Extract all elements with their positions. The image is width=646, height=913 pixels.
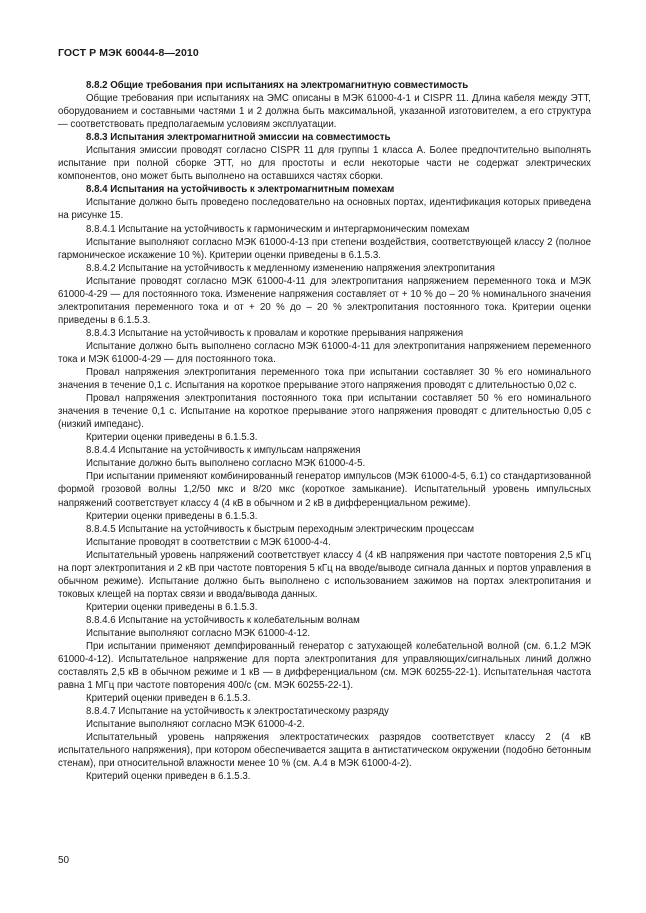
paragraph: 8.8.4.2 Испытание на устойчивость к медленному изменению напряжения электропитания	[86, 262, 495, 274]
paragraph: Испытательный уровень напряжений соответствует классу 4 (4 кВ напряжения при частоте повторения 2,5 кГц на порт электропитания и 2 кВ при частоте повторения 5 кГц на вводе/выводе сигнала данных и портов управления в обычном режиме). Испытание должно быть выполнено с использованием зажимов на портах электропитания и токовых клещей на портах связи и ввода/вывода данных.	[58, 549, 591, 600]
page-number: 50	[58, 855, 70, 866]
paragraph: Испытание должно быть выполнено согласно МЭК 61000-4-11 для электропитания напряжением переменного тока и МЭК 61000-4-29 — для постоянного тока.	[58, 340, 591, 365]
paragraph: Испытание выполняют согласно МЭК 61000-4-12.	[86, 627, 311, 639]
paragraph: 8.8.4.3 Испытание на устойчивость к провалам и короткие прерывания напряжения	[86, 327, 464, 339]
paragraph: Испытательный уровень напряжения электростатических разрядов соответствует классу 2 (4 кВ испытательного напряжения), при котором обеспечивается защита в антистатическом окружении (подобно бетонным стенам), при относительной влажности менее 10 % (см. А.4 в МЭК 61000-4-2).	[58, 732, 591, 770]
document-body	[58, 79, 591, 784]
paragraph: Испытание проводят согласно МЭК 61000-4-11 для электропитания напряжением переменного тока и МЭК 61000-4-29 — для постоянного тока. Изменение напряжения составляет от + 10 % до – 20 % номинального значения электропитания переменного тока и от + 20 % до – 20 % электропитания постоянного тока. Критерии оценки приведены в 6.1.5.3.	[58, 275, 591, 326]
paragraph: 8.8.4.5 Испытание на устойчивость к быстрым переходным электрическим процессам	[86, 523, 474, 535]
paragraph: Провал напряжения электропитания постоянного тока при испытании составляет 50 % его номинального значения в течение 0,1 с. Испытание на короткое прерывание этого напряжения проводят с длительностью 0,05 с (низкий импеданс).	[58, 393, 591, 431]
paragraph: 8.8.4.1 Испытание на устойчивость к гармоническим и интергармоническим помехам	[86, 223, 470, 235]
paragraph: Испытание должно быть проведено последовательно на основных портах, идентификация которых приведена на рисунке 15.	[58, 197, 591, 222]
paragraph: Испытания эмиссии проводят согласно CISPR 11 для группы 1 класса А. Более предпочтительно выполнять испытание при полной сборке ЭТТ, но для простоты и если некоторые части не содержат электрических компонентов, оно может быть выполнено на оставшихся частях сборки.	[58, 145, 591, 183]
section-heading: 8.8.2 Общие требования при испытаниях на электромагнитную совместимость	[86, 80, 469, 91]
paragraph: Испытание выполняют согласно МЭК 61000-4-13 при степени воздействия, соответствующей классу 2 (полное гармоническое искажение 10 %). Критерии оценки приведены в 6.1.5.3.	[58, 236, 591, 261]
paragraph: Испытание проводят в соответствии с МЭК 61000-4-4.	[86, 536, 331, 548]
section-heading: 8.8.4 Испытания на устойчивость к электромагнитным помехам	[86, 184, 395, 196]
paragraph: Критерий оценки приведен в 6.1.5.3.	[86, 771, 251, 783]
paragraph: Критерии оценки приведены в 6.1.5.3.	[86, 432, 258, 444]
paragraph: Критерии оценки приведены в 6.1.5.3.	[86, 510, 258, 522]
document-header: ГОСТ Р МЭК 60044-8—2010	[58, 47, 199, 59]
paragraph: Критерий оценки приведен в 6.1.5.3.	[86, 693, 251, 705]
paragraph: Провал напряжения электропитания переменного тока при испытании составляет 30 % его номинального значения в течение 0,1 с. Испытания на короткое прерывание этого напряжения проводят с длительностью 0,02 с.	[58, 367, 591, 392]
paragraph: При испытании применяют демпфированный генератор с затухающей колебательной волной (см. 6.1.2 МЭК 61000-4-12). Испытательное напряжение для порта электропитания для управляющих/сигнальных линий должно составлять 2,5 кВ в обычном режиме и 1 кВ — в дифференциальном (см. МЭК 60255-22-1). Испытательная частота равна 1 МГц при частоте повторения 400/с (см. МЭК 60255-22-1).	[58, 641, 591, 692]
paragraph: 8.8.4.7 Испытание на устойчивость к электростатическому разряду	[86, 706, 389, 718]
paragraph: Испытание должно быть выполнено согласно МЭК 61000-4-5.	[86, 458, 366, 470]
paragraph: Испытание выполняют согласно МЭК 61000-4-2.	[86, 719, 305, 731]
paragraph: Критерии оценки приведены в 6.1.5.3.	[86, 601, 258, 613]
paragraph: 8.8.4.6 Испытание на устойчивость к колебательным волнам	[86, 614, 360, 626]
paragraph: 8.8.4.4 Испытание на устойчивость к импульсам напряжения	[86, 445, 361, 457]
paragraph: Общие требования при испытаниях на ЭМС описаны в МЭК 61000-4-1 и CISPR 11. Длина кабеля между ЭТТ, оборудованием и составными частями 1 и 2 должна быть максимальной, указанной изготовителем, а его структура — соответствовать предполагаемым условиям эксплуатации.	[58, 93, 591, 131]
section-heading: 8.8.3 Испытания электромагнитной эмиссии на совместимость	[86, 132, 391, 144]
paragraph: При испытании применяют комбинированный генератор импульсов (МЭК 61000-4-5, 6.1) со стандартизованной формой грозовой волны 1,2/50 мкс и 8/20 мкс (короткое замыкание). Испытательный уровень импульсных напряжений соответствует классу 4 (4 кВ в обычном и 2 кВ в дифференциальном режиме).	[58, 471, 591, 509]
